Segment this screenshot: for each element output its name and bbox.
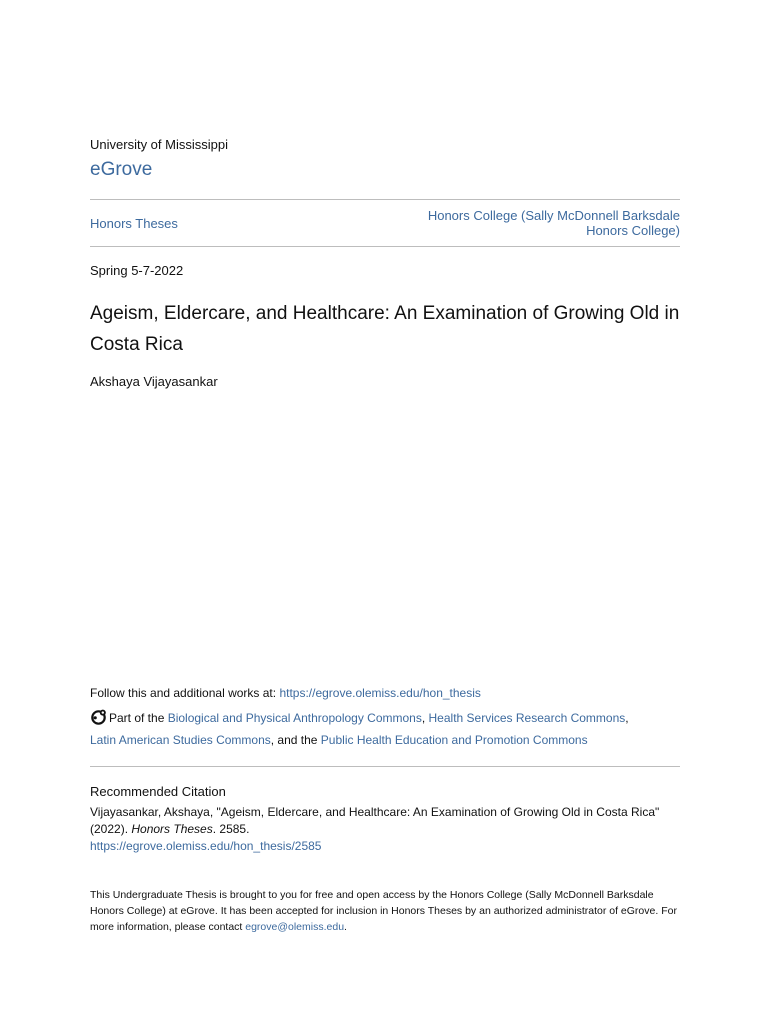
divider-bottom <box>90 766 680 767</box>
citation-series: Honors Theses <box>131 822 213 836</box>
notice-text: This Undergraduate Thesis is brought to you for free and open access by the Honors College (Sally McDonnell Barksdale Honors College) at eGrove. It has been accepted for inclusion in Honors Theses by an authorized administrator of eGrove. For more information, please contact <box>90 889 677 933</box>
notice-end: . <box>344 921 347 933</box>
part-of-prefix: Part of the <box>109 711 168 725</box>
college-line-1: Honors College (Sally McDonnell Barksdale <box>427 208 680 223</box>
citation-url-link[interactable]: https://egrove.olemiss.edu/hon_thesis/2585 <box>90 839 322 853</box>
citation-body <box>90 804 680 855</box>
contact-email-link[interactable]: egrove@olemiss.edu <box>245 921 345 933</box>
part-of-sep-2: , <box>625 711 629 725</box>
divider-mid <box>90 246 680 247</box>
cover-page <box>90 0 680 1024</box>
author-name: Akshaya Vijayasankar <box>90 374 218 389</box>
network-commons-icon <box>90 709 107 726</box>
part-of-line <box>90 707 680 751</box>
access-notice <box>90 887 680 935</box>
repository-link[interactable]: eGrove <box>90 159 153 180</box>
college-line-2: Honors College) <box>586 223 680 238</box>
commons-link-latin-american[interactable]: Latin American Studies Commons <box>90 733 271 747</box>
citation-number: . 2585. <box>212 822 250 836</box>
follow-url-link[interactable]: https://egrove.olemiss.edu/hon_thesis <box>279 686 481 700</box>
commons-link-health-services[interactable]: Health Services Research Commons <box>428 711 626 725</box>
citation-heading: Recommended Citation <box>90 784 226 799</box>
series-link[interactable]: Honors Theses <box>90 216 178 231</box>
divider-top <box>90 199 680 200</box>
follow-prefix: Follow this and additional works at: <box>90 686 280 700</box>
publication-date: Spring 5-7-2022 <box>90 263 184 278</box>
citation-text: Vijayasankar, Akshaya, "Ageism, Eldercare, and Healthcare: An Examination of Growing Old in Costa Rica" (2022). <box>90 805 660 836</box>
thesis-title: Ageism, Eldercare, and Healthcare: An Examination of Growing Old in Costa Rica <box>90 303 680 355</box>
part-of-sep-1: , <box>421 711 429 725</box>
institution-name: University of Mississippi <box>90 137 228 152</box>
commons-link-anthropology[interactable]: Biological and Physical Anthropology Commons <box>167 711 422 725</box>
college-link[interactable] <box>380 208 680 238</box>
commons-link-public-health[interactable]: Public Health Education and Promotion Commons <box>320 733 588 747</box>
follow-line <box>90 686 481 700</box>
part-of-sep-3: , and the <box>270 733 321 747</box>
